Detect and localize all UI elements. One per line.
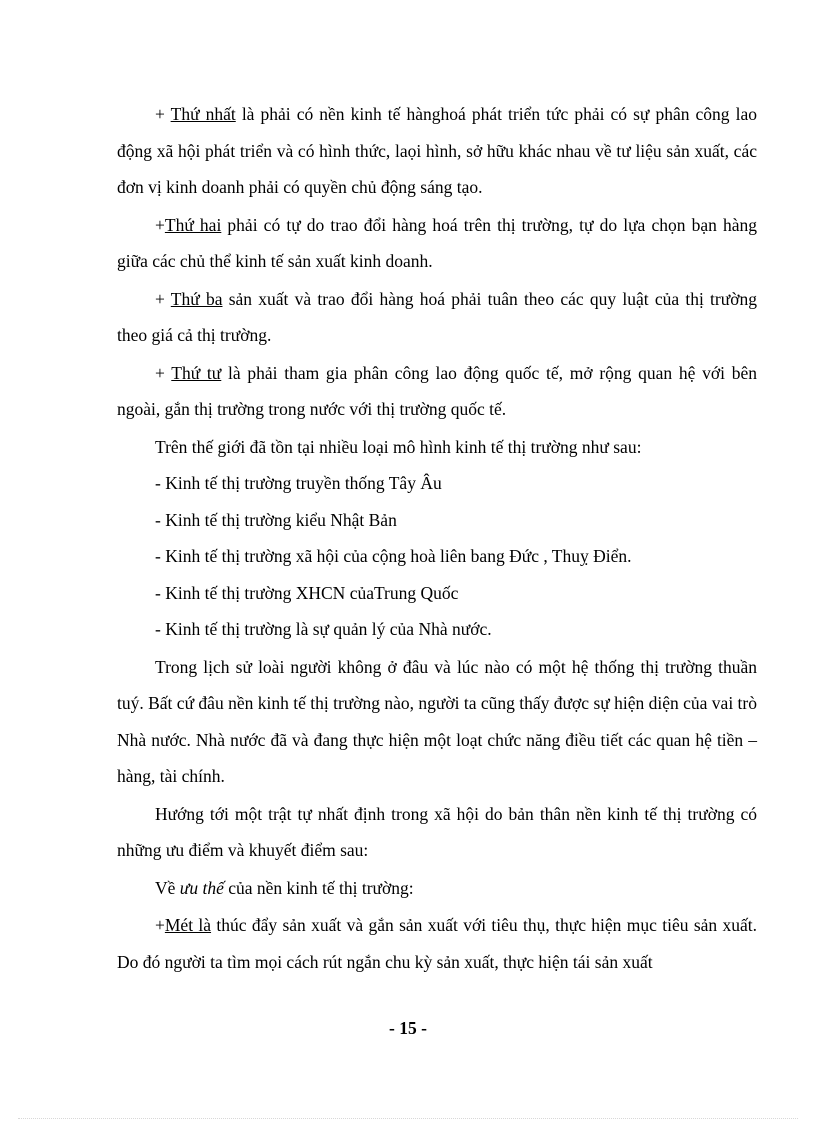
paragraph-text: thúc đẩy sản xuất và gắn sản xuất với tiêu thụ, thực hiện mục tiêu sản xuất. Do đó người ta tìm mọi cách rút ngắn chu kỳ sản xuất, thực hiện tái sản xuất [117,915,757,972]
paragraph-lead: Thứ hai [164,214,222,235]
list-item: - Kinh tế thị trường XHCN củaTrung Quốc [155,582,459,603]
paragraph-thu-nhat [117,96,757,206]
paragraph-prefix: + [155,104,171,124]
list-item: - Kinh tế thị trường truyền thống Tây Âu [155,473,442,493]
paragraph-history: Trong lịch sử loài người không ở đâu và lúc nào có một hệ thống thị trường thuần tuý. Bất cứ đâu nền kinh tế thị trường nào, người ta cũng thấy được sự hiện diện của vai trò Nhà nước. Nhà nước đã và đang thực hiện một loạt chức năng điều tiết các quan hệ tiền – hàng, tài chính. [117,656,757,786]
page-bottom-divider [18,1118,798,1119]
paragraph-lead: Thứ nhất [170,104,236,124]
paragraph-text: phải có tự do trao đổi hàng hoá trên thị trường, tự do lựa chọn bạn hàng giữa các chủ thể kinh tế sản xuất kinh doanh. [117,214,757,271]
paragraph-prefix: + [155,915,165,935]
document-body [117,96,757,980]
paragraph-towards: Hướng tới một trật tự nhất định trong xã hội do bản thân nền kinh tế thị trường có những ưu điểm và khuyết điểm sau: [117,803,757,860]
paragraph-prefix: + [155,214,165,235]
paragraph-thu-hai [117,207,757,280]
paragraph-thu-ba [117,281,757,354]
paragraph-prefix: + [155,288,171,309]
advantages-intro-after: của nền kinh tế thị trường: [223,877,414,898]
list-item: - Kinh tế thị trường xã hội của cộng hoà liên bang Đức , Thuỵ Điển. [155,546,632,566]
advantages-intro-before: Về [155,877,180,898]
advantages-intro-emphasis: ưu thế [179,877,224,898]
paragraph-lead: Thứ tư [171,362,222,383]
list-item: - Kinh tế thị trường là sự quản lý của Nhà nước. [155,619,492,639]
paragraph-lead: Thứ ba [170,288,223,309]
page-number: - 15 - [389,1018,427,1038]
models-list [117,465,757,648]
paragraph-text: là phải tham gia phân công lao động quốc tế, mở rộng quan hệ với bên ngoài, gắn thị trường trong nước với thị trường quốc tế. [117,362,757,419]
paragraph-thu-tu [117,355,757,428]
paragraph-text: là phải có nền kinh tế hànghoá phát triển tức phải có sự phân công lao động xã hội phát triển và có hình thức, laọi hình, sở hữu khác nhau về tư liệu sản xuất, các đơn vị kinh doanh phải có quyền chủ động sáng tạo. [117,104,757,197]
list-item: - Kinh tế thị trường kiểu Nhật Bản [155,509,397,530]
paragraph-first-advantage [117,907,757,980]
models-intro: Trên thế giới đã tồn tại nhiều loại mô hình kinh tế thị trường như sau: [155,436,642,457]
paragraph-prefix: + [155,362,172,383]
advantages-intro [117,870,757,907]
paragraph-text: sản xuất và trao đổi hàng hoá phải tuân theo các quy luật của thị trường theo giá cả thị trường. [117,288,757,345]
paragraph-lead: Mét là [164,915,212,935]
